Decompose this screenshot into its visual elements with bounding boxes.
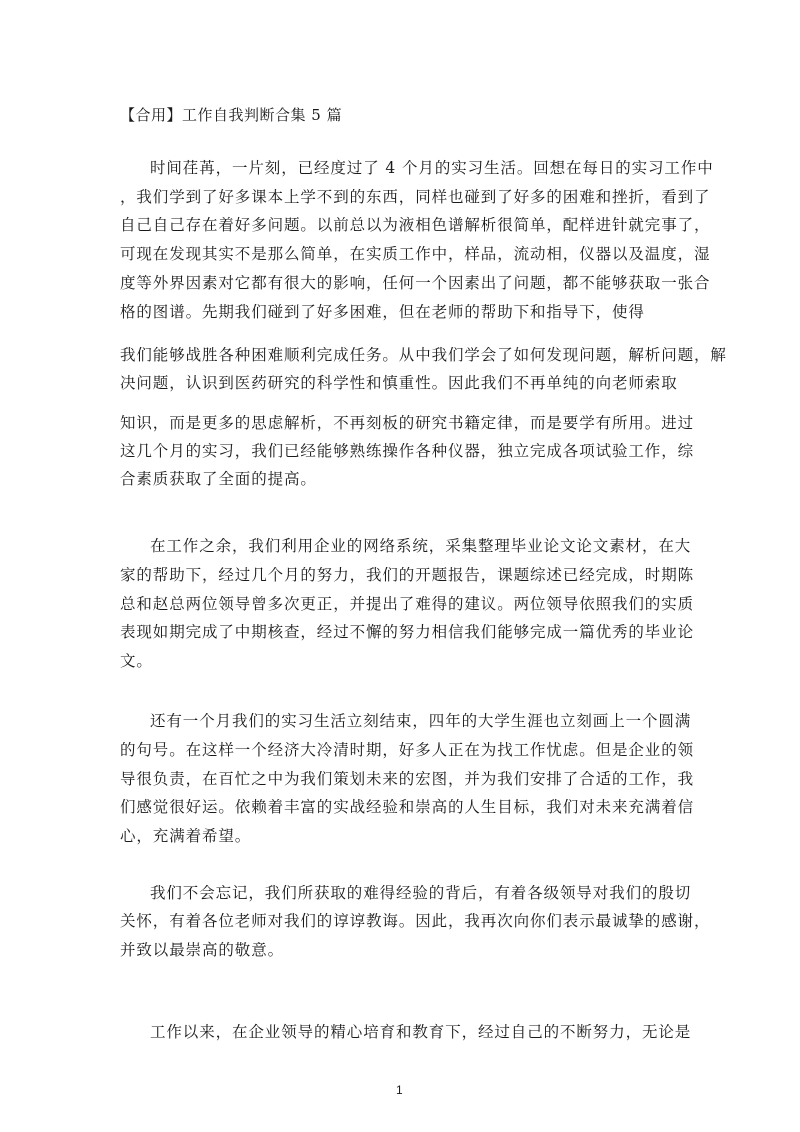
text-line: 工作以来，在企业领导的精心培育和教育下，经过自己的不断努力，无论是 — [150, 1023, 692, 1041]
text-line: 我们不会忘记，我们所获取的难得经验的背后，有着各级领导对我们的殷切 — [150, 884, 692, 902]
text-line: 这几个月的实习，我们已经能够熟练操作各种仪器，独立完成各项试验工作，综 — [120, 442, 695, 460]
text-line: 并致以最崇高的敬意。 — [120, 941, 285, 959]
document-title: 【合用】工作自我判断合集 5 篇 — [120, 106, 343, 124]
text-line: 自己自己存在着好多问题。以前总以为液相色谱解析很简单，配样进针就完事了， — [120, 216, 711, 234]
text-line: 心，充满着希望。 — [120, 827, 252, 845]
text-line: 总和赵总两位领导曾多次更正，并提出了难得的建议。两位领导依照我们的实质 — [120, 595, 695, 613]
page-number: 1 — [396, 1083, 403, 1097]
text-line: 的句号。在这样一个经济大冷清时期，好多人正在为找工作忧虑。但是企业的领 — [120, 741, 695, 759]
text-line: 我们能够战胜各种困难顺利完成任务。从中我们学会了如何发现问题，解析问题，解 — [120, 346, 727, 364]
text-line: 表现如期完成了中期核查，经过不懈的努力相信我们能够完成一篇优秀的毕业论 — [120, 623, 695, 641]
text-line: ，我们学到了好多课本上学不到的东西，同样也碰到了好多的困难和挫折，看到了 — [120, 188, 711, 206]
text-line: 导很负责，在百忙之中为我们策划未来的宏图，并为我们安排了合适的工作，我 — [120, 770, 695, 788]
text-line: 格的图谱。先期我们碰到了好多困难，但在老师的帮助下和指导下，使得 — [120, 303, 645, 321]
text-line: 度等外界因素对它都有很大的影响，任何一个因素出了问题，都不能够获取一张合 — [120, 274, 711, 292]
text-line: 关怀，有着各位老师对我们的谆谆教诲。因此，我再次向你们表示最诚挚的感谢， — [120, 912, 711, 930]
text-line: 时间荏苒，一片刻，已经度过了 4 个月的实习生活。回想在每日的实习工作中 — [150, 159, 714, 177]
text-line: 决问题，认识到医药研究的科学性和慎重性。因此我们不再单纯的向老师索取 — [120, 374, 678, 392]
text-line: 文。 — [120, 652, 153, 670]
text-line: 可现在发现其实不是那么简单，在实质工作中，样品，流动相，仪器以及温度，湿 — [120, 245, 711, 263]
text-line: 在工作之余，我们利用企业的网络系统，采集整理毕业论文论文素材，在大 — [150, 537, 692, 555]
text-line: 们感觉很好运。依赖着丰富的实战经验和崇高的人生目标，我们对未来充满着信 — [120, 798, 695, 816]
text-line: 知识，而是更多的思虑解析，不再刻板的研究书籍定律，而是要学有所用。进过 — [120, 414, 695, 432]
text-line: 还有一个月我们的实习生活立刻结束，四年的大学生涯也立刻画上一个圆满 — [150, 712, 692, 730]
text-line: 合素质获取了全面的提高。 — [120, 470, 317, 488]
text-line: 家的帮助下，经过几个月的努力，我们的开题报告，课题综述已经完成，时期陈 — [120, 566, 695, 584]
